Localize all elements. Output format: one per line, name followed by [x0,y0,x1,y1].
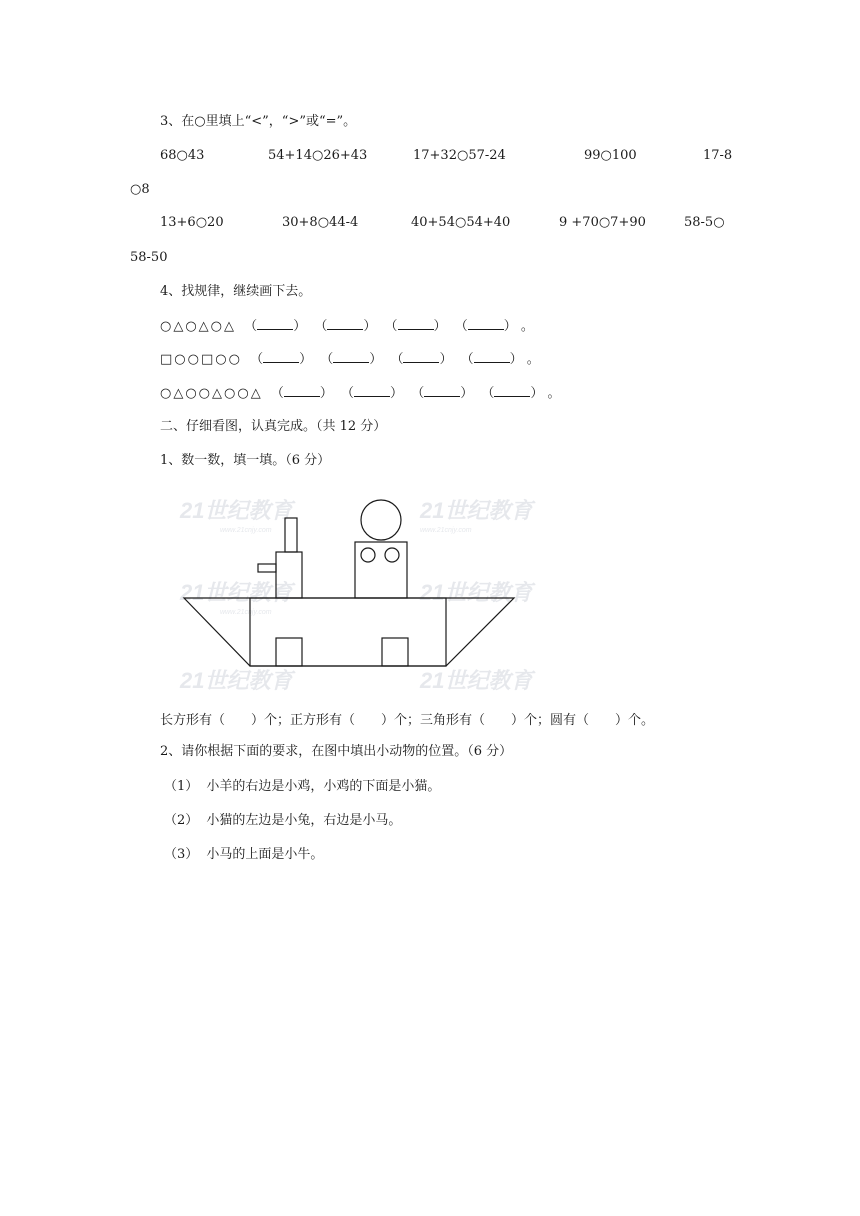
answer-blank[interactable] [257,317,293,330]
hull-rectangle [250,598,446,666]
pattern-row: ○△○△○△ （ ） （ ） （ ） （ ） 。 [160,319,534,334]
comparison-item: 30+8○44-4 [282,215,359,230]
item-text: 小马的上面是小牛。 [206,847,324,862]
pattern-row: □○○□○○ （ ） （ ） （ ） （ ） 。 [160,352,540,367]
hull-window-left [276,638,302,666]
list-item [164,778,440,796]
comparison-item: 99○100 [584,148,637,163]
answer-blank[interactable] [403,350,439,363]
item-text: 小猫的左边是小兔，右边是小马。 [206,813,402,828]
pattern-row: ○△○○△○○△ （ ） （ ） （ ） （ ） 。 [160,386,561,401]
answer-blank[interactable] [468,317,504,330]
count-answer-line: 长方形有（ ）个；正方形有（ ）个；三角形有（ ）个；圆有（ ）个。 [160,713,655,728]
watermark-text: 21世纪教育 [180,580,293,605]
porthole-left [361,548,375,562]
top-circle [361,500,401,540]
section-3-title: 3、在○里填上“<”，“>”或“=”。 [160,114,357,129]
comparison-item: 40+54○54+40 [411,215,511,230]
chimney-arm [258,564,276,572]
porthole-right [385,548,399,562]
watermark-url: www.21cnjy.com [420,527,472,534]
comparison-item: 54+14○26+43 [268,148,368,163]
question-1-title: 1、数一数，填一填。（6 分） [160,453,331,468]
watermark-text: 21世纪教育 [180,668,293,693]
list-item [164,812,401,830]
answer-blank[interactable] [494,384,530,397]
answer-blank[interactable] [474,350,510,363]
pattern-symbols: ○△○○△○○△ [160,386,263,401]
watermark-text: 21世纪教育 [420,498,533,523]
hull-window-right [382,638,408,666]
answer-blank[interactable] [263,350,299,363]
pattern-symbols: □○○□○○ [160,352,242,367]
answer-blank[interactable] [398,317,434,330]
item-number: （3） [164,847,199,862]
part-2-title: 二、仔细看图，认真完成。（共 12 分） [160,419,387,434]
comparison-item: 9 +70○7+90 [559,215,646,230]
answer-blank[interactable] [327,317,363,330]
comparison-item-wrap: 58-50 [130,250,168,265]
item-number: （2） [164,813,199,828]
watermark-url: www.21cnjy.com [220,609,272,616]
answer-blank[interactable] [354,384,390,397]
section-4-title: 4、找规律，继续画下去。 [160,284,312,299]
watermark-text: 21世纪教育 [420,580,533,605]
watermark-text: 21世纪教育 [180,498,293,523]
question-2-title: 2、请你根据下面的要求，在图中填出小动物的位置。（6 分） [160,744,513,759]
comparison-item: 68○43 [160,148,205,163]
watermark [179,498,536,693]
comparison-item: 13+6○20 [160,215,224,230]
comparison-item: 58-5○ [684,215,725,230]
pattern-symbols: ○△○△○△ [160,319,237,334]
watermark-url: www.21cnjy.com [220,527,272,534]
comparison-item: 17-8 [703,148,733,163]
watermark-text: 21世纪教育 [420,668,533,693]
chimney [285,518,297,552]
answer-blank[interactable] [284,384,320,397]
item-number: （1） [164,779,199,794]
answer-blank[interactable] [333,350,369,363]
list-item [164,846,323,864]
item-text: 小羊的右边是小鸡，小鸡的下面是小猫。 [206,779,441,794]
comparison-item: 17+32○57-24 [413,148,506,163]
answer-blank[interactable] [424,384,460,397]
comparison-item-wrap: ○8 [130,182,150,197]
ship-figure [150,488,550,698]
